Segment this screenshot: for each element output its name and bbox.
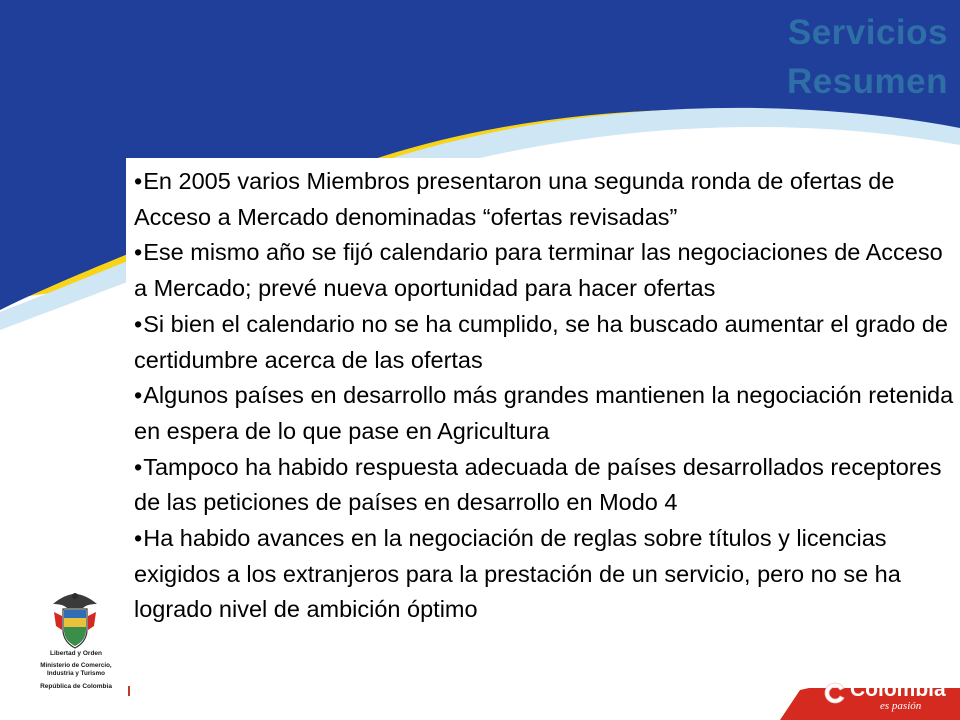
bullet-text: Algunos países en desarrollo más grandes mantienen la negociación retenida en espera de lo que pase en Agricultura	[134, 382, 954, 444]
shield-bottom	[64, 627, 86, 646]
bullet-dot: •	[134, 382, 143, 409]
ministry-line-1: Ministerio de Comercio,	[40, 662, 112, 669]
bullet-text: Ese mismo año se fijó calendario para terminar las negociaciones de Acceso a Mercado; prevé nueva oportunidad para hacer ofertas	[134, 239, 943, 302]
red-accent-mark	[128, 686, 130, 696]
bullet-dot: •	[134, 453, 143, 480]
shield-top	[64, 610, 86, 618]
bullet-item	[134, 450, 956, 521]
bullet-dot: •	[134, 525, 143, 552]
flags-right	[88, 612, 96, 630]
colombia-c-icon	[822, 680, 848, 706]
shield-middle	[64, 618, 86, 627]
bullet-text: Si bien el calendario no se ha cumplido, se ha buscado aumentar el grado de certidumbre acerca de las ofertas	[134, 310, 948, 373]
bullet-text: Ha habido avances en la negociación de reglas sobre títulos y licencias exigidos a los extranjeros para la prestación de un servicio, pero no se ha logrado nivel de ambición óptimo	[134, 525, 901, 623]
bullet-item	[134, 378, 956, 449]
bullet-dot: •	[134, 239, 143, 266]
content-box	[126, 158, 960, 688]
republic-text: República de Colombia	[40, 683, 112, 690]
motto-text: Libertad y Orden	[49, 650, 102, 657]
government-logo-text	[30, 650, 122, 691]
title-line-servicios: Servicios	[787, 13, 948, 52]
bullet-list	[134, 164, 956, 628]
ministry-line-2: Industria y Turismo	[47, 669, 105, 677]
colombia-brand-logo	[822, 676, 958, 718]
bullet-item	[134, 235, 956, 306]
bullet-text: En 2005 varios Miembros presentaron una segunda ronda de ofertas de Acceso a Mercado denominadas “ofertas revisadas”	[134, 168, 895, 230]
ministry-text	[30, 662, 122, 677]
brand-tagline: es pasión	[880, 700, 922, 712]
flags-left	[54, 612, 62, 630]
logo-c-shape	[825, 683, 844, 703]
bullet-item	[134, 521, 956, 628]
slide-title	[787, 8, 948, 106]
title-line-resumen: Resumen	[786, 62, 948, 101]
bullet-item	[134, 164, 956, 235]
coat-of-arms-icon	[50, 590, 100, 652]
bullet-dot: •	[134, 310, 143, 337]
brand-name: Colombia	[850, 678, 946, 701]
condor-head	[72, 593, 78, 599]
bullet-text: Tampoco ha habido respuesta adecuada de países desarrollados receptores de las peticiones de países en desarrollo en Modo 4	[134, 453, 942, 516]
bullet-dot: •	[134, 168, 143, 194]
bullet-item	[134, 307, 956, 378]
